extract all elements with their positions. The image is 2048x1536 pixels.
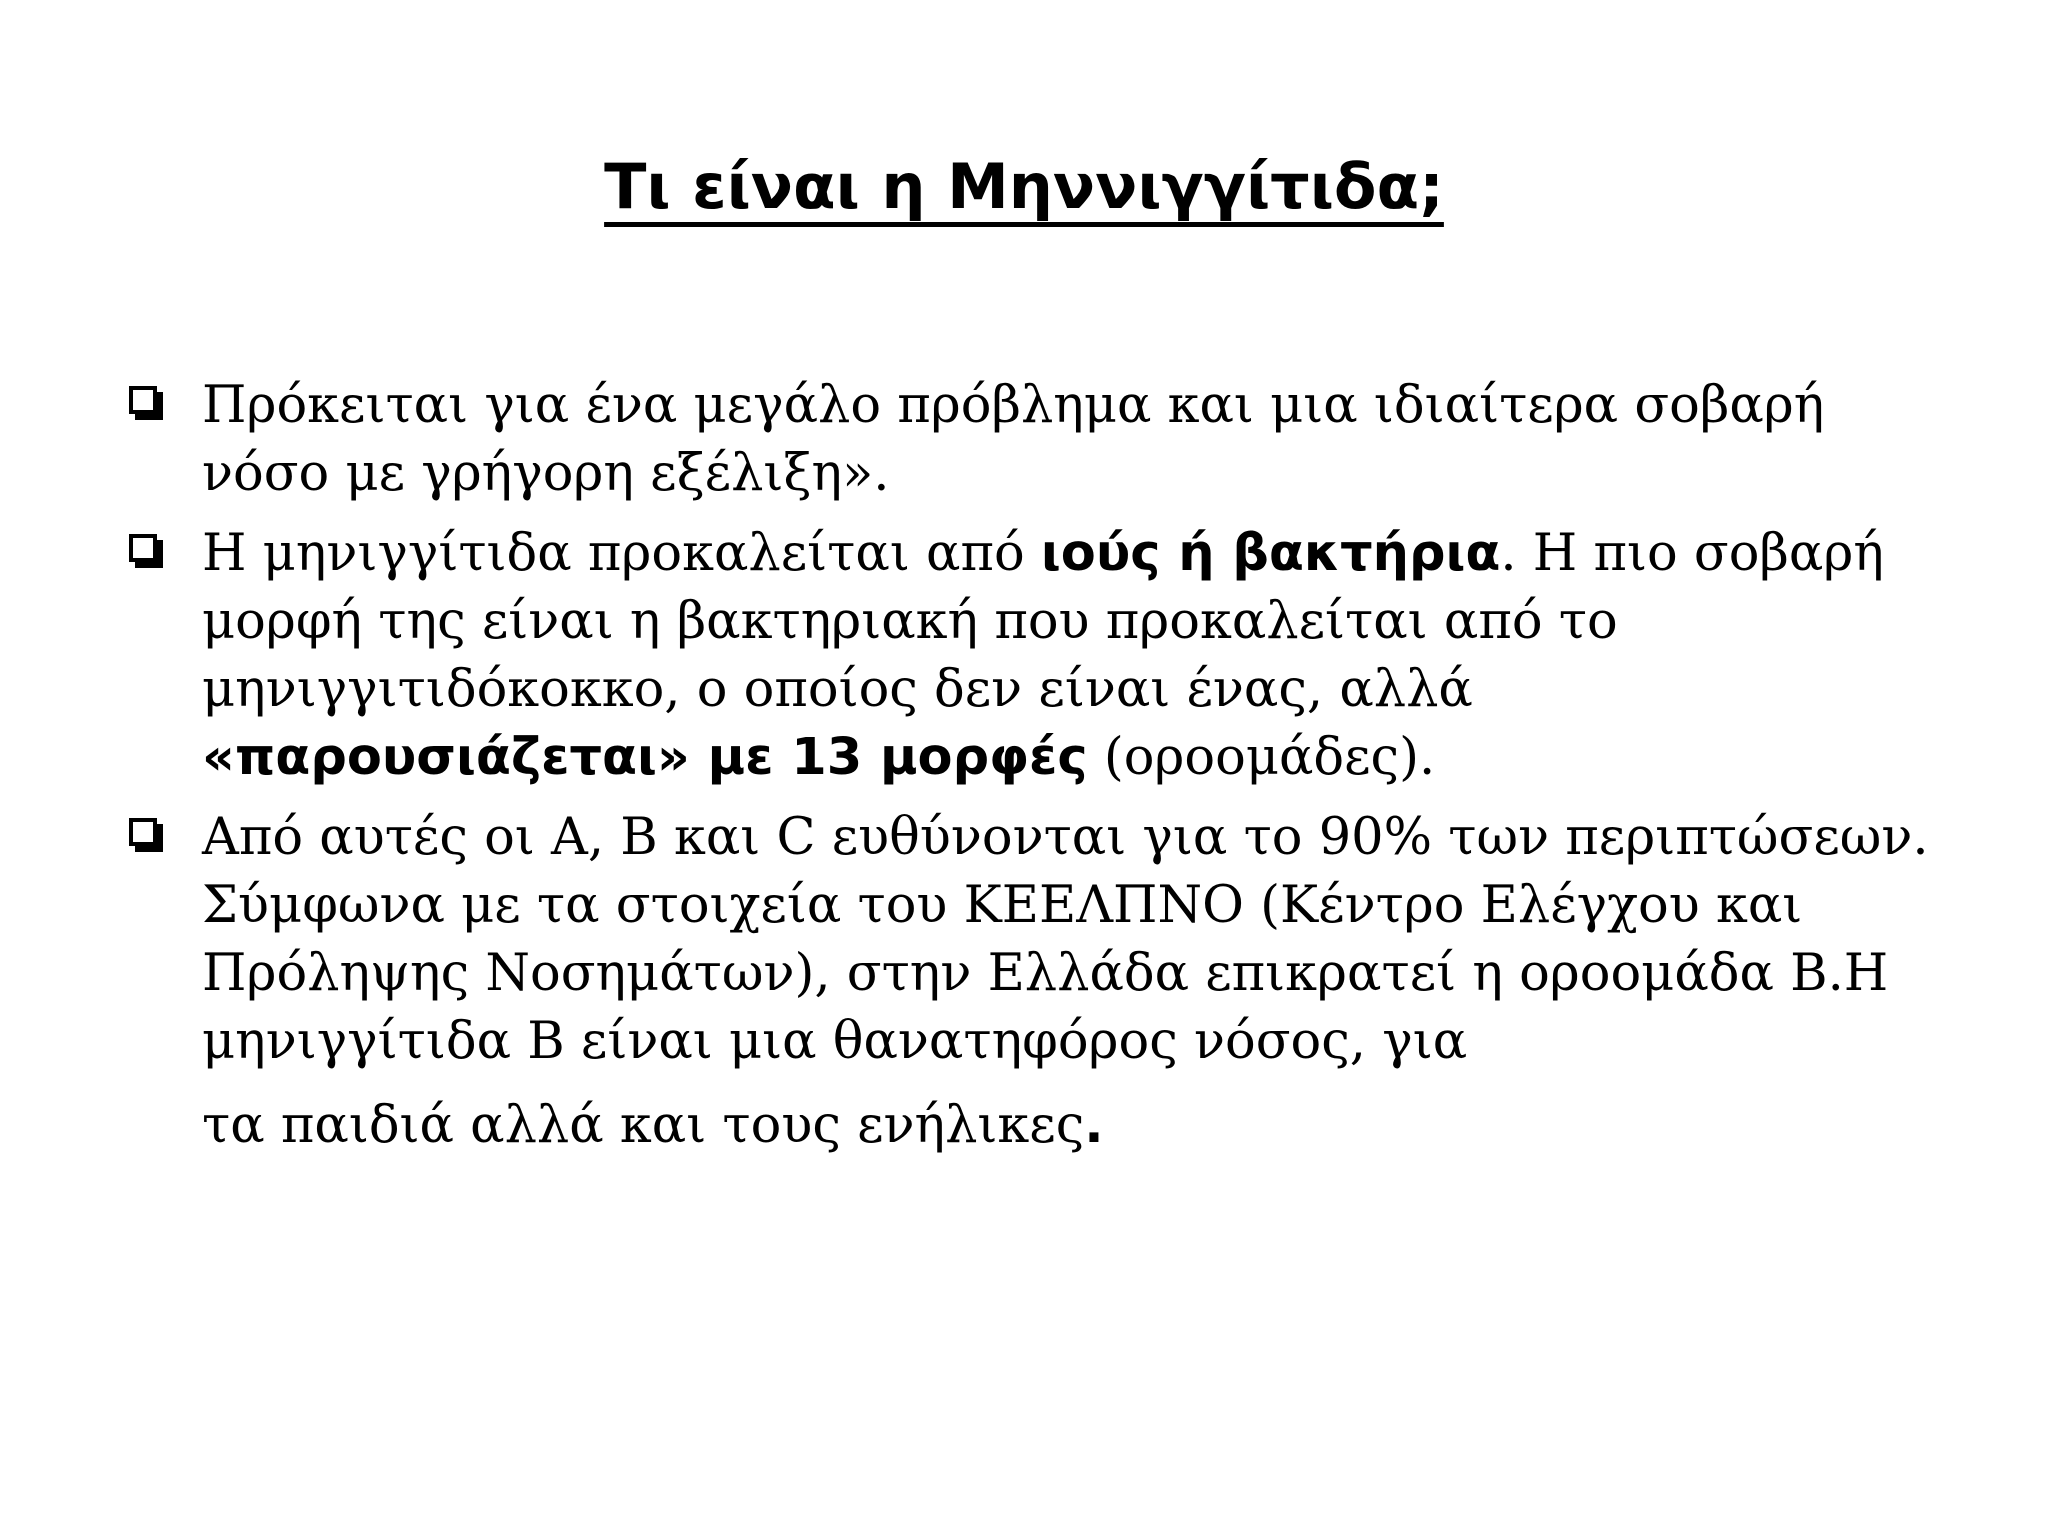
end-period: .: [1084, 1096, 1104, 1155]
bullet-text: Από αυτές οι Α, Β και C ευθύνονται για το 90% των περιπτώσεων. Σύμφωνα με τα στοιχεία του ΚΕΕΛΠΝΟ (Κέντρο Ελέγχου και Πρόληψης Νοσημάτων), στην Ελλάδα επικρατεί η οροομάδα Β.Η μηνιγγίτιδα Β είναι μια θανατηφόρος νόσος, για: [202, 808, 1929, 1071]
bullet-item-1: [125, 372, 1945, 508]
bullet-text: . Η πιο σοβαρή μορφή της είναι η βακτηριακή που προκαλείται από το μηνιγγιτιδόκοκκο, ο οποίος δεν είναι ένας, αλλά: [202, 524, 1884, 719]
checkbox-bullet-icon: [129, 818, 157, 846]
checkbox-bullet-icon: [129, 386, 157, 414]
bold-phrase: «παρουσιάζεται» με 13 μορφές: [202, 728, 1088, 787]
slide-title: Τι είναι η Μηννιγγίτιδα;: [604, 150, 1444, 223]
bullet-item-3: [125, 804, 1945, 1160]
bullet-text: Πρόκειται για ένα μεγάλο πρόβλημα και μια ιδιαίτερα σοβαρή νόσο με γρήγορη εξέλιξη».: [202, 376, 1825, 503]
checkbox-bullet-icon: [129, 534, 157, 562]
bullet-text: (οροομάδες).: [1087, 728, 1436, 787]
bullet-text: Η μηνιγγίτιδα προκαλείται από: [202, 524, 1041, 583]
bullet-text: τα παιδιά αλλά και τους ενήλικες: [202, 1096, 1085, 1155]
bullet-item-2: [125, 520, 1945, 792]
bold-phrase: ιούς ή βακτήρια: [1040, 524, 1501, 583]
bullet-last-line: [202, 1092, 1104, 1160]
bullet-list: [125, 372, 1945, 1160]
